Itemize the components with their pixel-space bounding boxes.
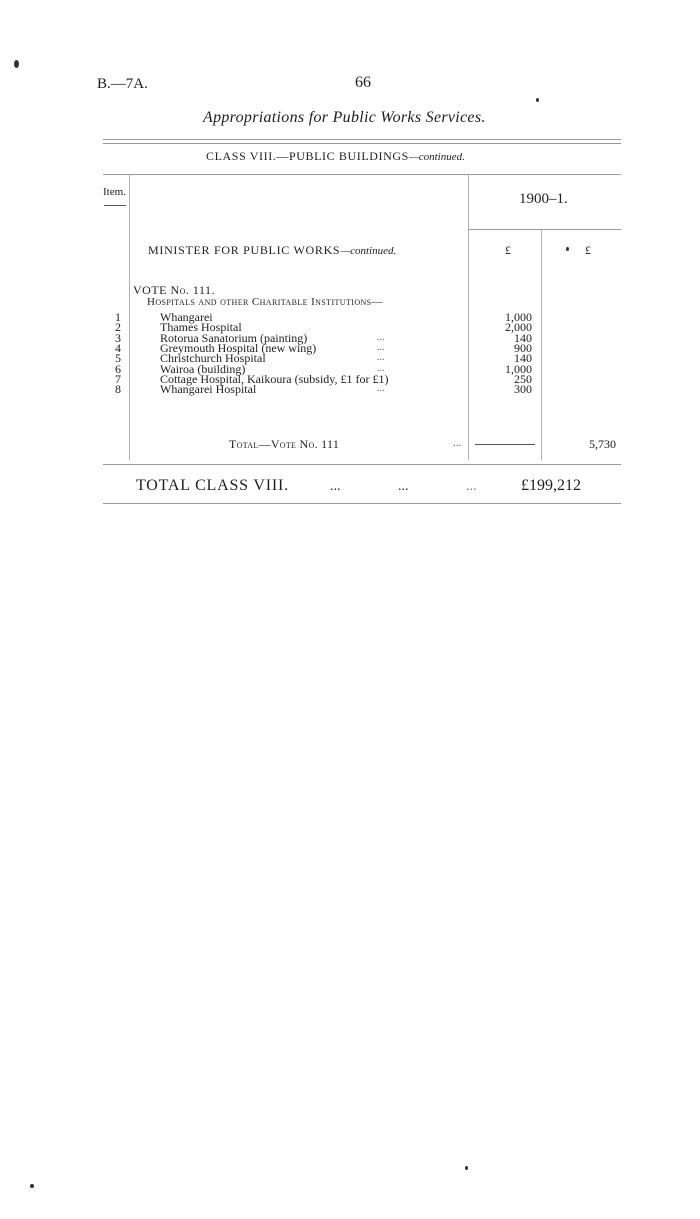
item-amount: 1,000	[505, 362, 532, 376]
col-divider-item	[129, 174, 130, 460]
rule-under-heading	[103, 174, 621, 175]
item-header-underline	[104, 205, 126, 206]
item-description: Whangarei	[160, 310, 213, 324]
page-number: 66	[355, 74, 371, 91]
item-number: 4	[115, 341, 121, 355]
item-amount: 300	[514, 382, 532, 396]
item-description: Christchurch Hospital	[160, 351, 266, 365]
currency-left: £	[505, 243, 511, 257]
item-amount: 250	[514, 372, 532, 386]
scan-speck	[14, 60, 19, 68]
vote-total-dots: ...	[453, 437, 462, 449]
item-leader-dots: ...	[377, 332, 385, 343]
item-amount: 2,000	[505, 320, 532, 334]
scan-speck	[536, 98, 539, 102]
item-leader-dots: ...	[377, 383, 385, 394]
item-number: 2	[115, 320, 121, 334]
item-number: 1	[115, 310, 121, 324]
minister-heading	[148, 243, 396, 258]
item-amount: 900	[514, 341, 532, 355]
item-number: 7	[115, 372, 121, 386]
class-heading	[206, 149, 465, 164]
item-description: Rotorua Sanatorium (painting)	[160, 331, 308, 345]
item-number: 5	[115, 351, 121, 365]
item-description: Thames Hospital	[160, 320, 242, 334]
vote-total-rule	[475, 444, 535, 445]
scan-speck	[30, 1184, 34, 1188]
running-title: Appropriations for Public Works Services.	[203, 109, 486, 126]
scan-speck	[566, 247, 569, 251]
item-amount: 140	[514, 331, 532, 345]
item-leader-dots: ...	[377, 363, 385, 374]
currency-right: £	[585, 243, 591, 257]
item-description: Greymouth Hospital (new wing)	[160, 341, 317, 355]
class-total-dots-2: ...	[398, 479, 409, 494]
item-amount: 1,000	[505, 310, 532, 324]
group-heading: Hospitals and other Charitable Institutions—	[147, 296, 383, 308]
class-total-dots-3: ...	[466, 479, 477, 494]
item-header: Item.	[103, 186, 126, 198]
rule-under-year	[468, 229, 621, 230]
page-ref: B.—7A.	[97, 76, 148, 92]
year-header: 1900–1.	[519, 191, 568, 207]
item-number: 6	[115, 362, 121, 376]
class-total-amount: £199,212	[521, 477, 581, 494]
vote-total-amount: 5,730	[589, 437, 616, 451]
col-divider-amount	[468, 174, 469, 460]
minister-heading-main: MINISTER FOR PUBLIC WORKS	[148, 243, 341, 257]
rule-below-total	[103, 503, 621, 504]
col-divider-currency	[541, 229, 542, 460]
item-number: 3	[115, 331, 121, 345]
class-total-dots-1: ...	[330, 479, 341, 494]
item-leader-dots: ...	[377, 352, 385, 363]
class-heading-suffix: —continued.	[408, 151, 465, 163]
item-description: Cottage Hospital, Kaikoura (subsidy, £1 for £1)	[160, 372, 389, 386]
class-total-label: TOTAL CLASS VIII.	[136, 477, 289, 494]
item-amount: 140	[514, 351, 532, 365]
vote-label: VOTE No. 111.	[133, 283, 216, 297]
vote-total-label: Total—Vote No. 111	[229, 437, 340, 451]
item-description: Whangarei Hospital	[160, 382, 257, 396]
item-leader-dots: ...	[377, 342, 385, 353]
rule-top-1	[103, 139, 621, 140]
scan-speck	[465, 1166, 468, 1170]
item-description: Wairoa (building)	[160, 362, 246, 376]
minister-heading-suffix: —continued.	[340, 245, 397, 257]
item-number: 8	[115, 382, 121, 396]
rule-top-2	[103, 143, 621, 144]
class-heading-main: CLASS VIII.—PUBLIC BUILDINGS	[206, 149, 409, 163]
rule-above-total	[103, 464, 621, 465]
